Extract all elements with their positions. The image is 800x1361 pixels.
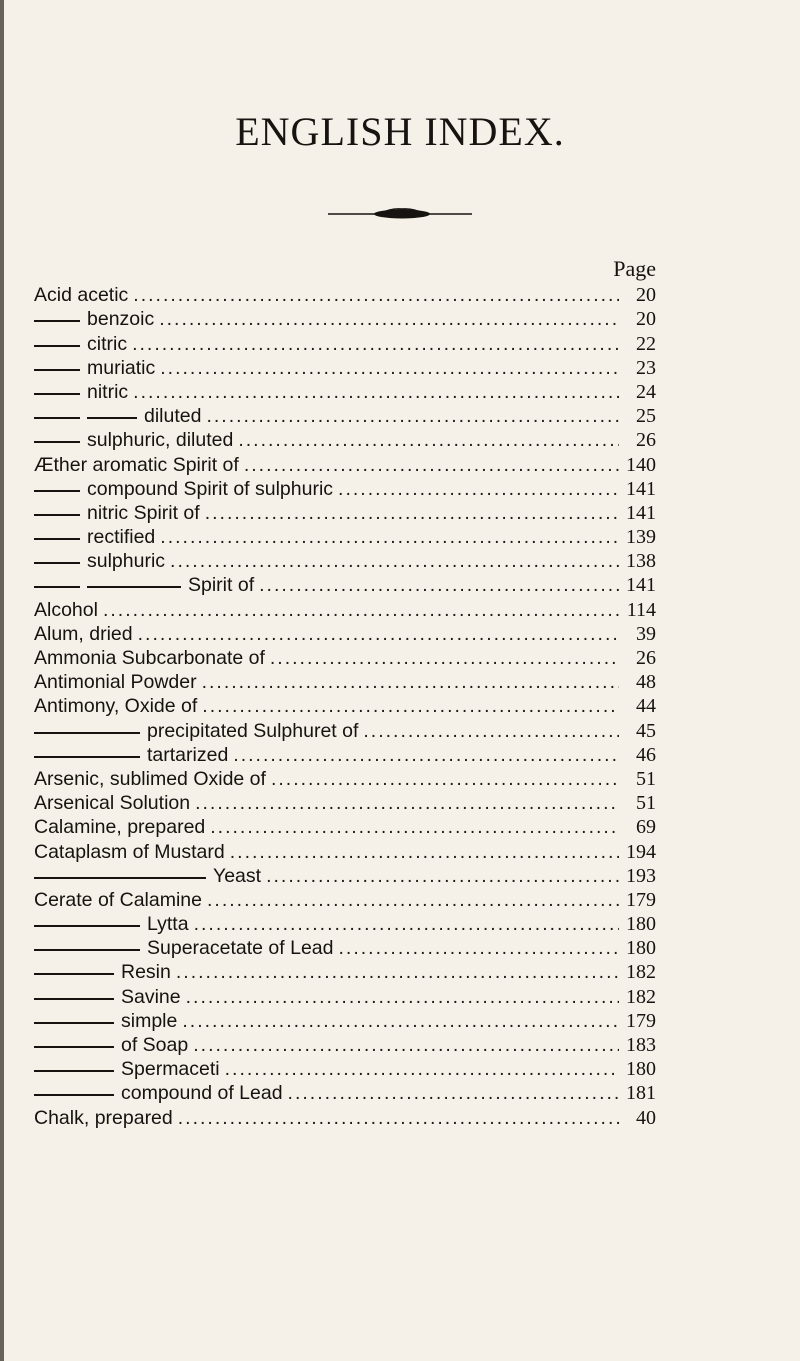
entry-name: Cerate of Calamine — [34, 888, 202, 911]
entry-page-number: 141 — [626, 574, 656, 597]
entry-page-number: 114 — [626, 598, 656, 621]
entry-name: sulphuric — [87, 550, 166, 573]
entry-name: Lytta — [147, 913, 189, 936]
ditto-dash — [34, 441, 80, 443]
index-entry — [34, 1057, 656, 1081]
entry-name: Arsenic, sublimed Oxide of — [34, 767, 266, 790]
page-edge-shadow — [0, 0, 4, 1361]
entry-name: Æther aromatic Spirit of — [34, 453, 239, 476]
entry-name: nitric Spirit of — [87, 501, 200, 524]
entry-page-number: 51 — [636, 792, 656, 815]
index-entry — [34, 428, 656, 452]
dot-leader — [238, 428, 619, 452]
entry-name: Calamine, prepared — [34, 816, 206, 839]
dot-leader — [202, 670, 619, 694]
dot-leader — [193, 1033, 619, 1057]
index-entry — [34, 331, 656, 355]
dot-leader — [225, 1057, 619, 1081]
dot-leader — [338, 936, 619, 960]
dot-leader — [230, 840, 619, 864]
entry-page-number: 26 — [636, 429, 656, 452]
entry-page-number: 24 — [636, 380, 656, 403]
entry-page-number: 40 — [636, 1106, 656, 1129]
index-entry — [34, 525, 656, 549]
dot-leader — [194, 912, 619, 936]
column-header-page: Page — [613, 256, 656, 281]
entry-page-number: 141 — [626, 501, 656, 524]
dot-leader — [288, 1081, 619, 1105]
entry-name: Acid acetic — [34, 284, 129, 307]
entry-page-number: 194 — [626, 840, 656, 863]
dot-leader — [133, 283, 619, 307]
ditto-dash — [34, 973, 114, 975]
dot-leader — [159, 307, 619, 331]
ditto-dash — [34, 417, 80, 419]
entry-page-number: 179 — [626, 888, 656, 911]
dot-leader — [266, 864, 619, 888]
entry-name: Resin — [121, 961, 171, 984]
index-entry — [34, 743, 656, 767]
entry-page-number: 23 — [636, 356, 656, 379]
dot-leader — [207, 888, 619, 912]
index-entry — [34, 573, 656, 597]
entry-name: precipitated Sulphuret of — [147, 719, 359, 742]
index-entry — [34, 718, 656, 742]
entry-name: compound Spirit of sulphuric — [87, 477, 334, 500]
index-entry — [34, 864, 656, 888]
index-entry — [34, 501, 656, 525]
entry-page-number: 48 — [636, 671, 656, 694]
entry-name: tartarized — [147, 743, 229, 766]
entry-name: Chalk, prepared — [34, 1106, 173, 1129]
entry-name: Ammonia Subcarbonate of — [34, 647, 265, 669]
entry-name: rectified — [87, 526, 156, 549]
index-entry — [34, 597, 656, 621]
ditto-dash — [34, 998, 114, 1000]
entry-page-number: 180 — [626, 937, 656, 960]
ornament-rule-icon — [320, 205, 480, 223]
dot-leader — [202, 694, 619, 718]
index-entry — [34, 912, 656, 936]
index-entry — [34, 791, 656, 815]
index-entries — [34, 283, 656, 1130]
entry-name: Spirit of — [188, 574, 255, 597]
entry-page-number: 25 — [636, 405, 656, 428]
index-entry — [34, 380, 656, 404]
index-entry — [34, 646, 656, 670]
dot-leader — [186, 985, 619, 1009]
index-entry — [34, 477, 656, 501]
index-entry — [34, 888, 656, 912]
index-entry — [34, 283, 656, 307]
dot-leader — [138, 622, 619, 646]
index-entry — [34, 960, 656, 984]
entry-name: Yeast — [213, 864, 262, 887]
entry-page-number: 51 — [636, 767, 656, 790]
ditto-dash — [34, 877, 206, 879]
index-entry — [34, 1009, 656, 1033]
entry-page-number: 45 — [636, 719, 656, 742]
dot-leader — [133, 380, 619, 404]
index-entry — [34, 404, 656, 428]
entry-name: compound of Lead — [121, 1082, 283, 1105]
entry-page-number: 69 — [636, 816, 656, 839]
index-entry — [34, 694, 656, 718]
ditto-dash — [34, 756, 140, 758]
index-entry — [34, 1105, 656, 1129]
entry-name: Alcohol — [34, 598, 98, 621]
dot-leader — [271, 767, 619, 791]
entry-name: Arsenical Solution — [34, 792, 191, 815]
entry-page-number: 180 — [626, 1058, 656, 1081]
entry-name: Antimonial Powder — [34, 671, 197, 694]
entry-page-number: 181 — [626, 1082, 656, 1105]
index-entry — [34, 549, 656, 573]
ditto-dash — [34, 345, 80, 347]
entry-page-number: 26 — [636, 647, 656, 669]
entry-page-number: 20 — [636, 308, 656, 331]
index-entry — [34, 670, 656, 694]
ditto-dash — [34, 1070, 114, 1072]
page-title: ENGLISH INDEX. — [235, 109, 565, 154]
entry-name: muriatic — [87, 356, 156, 379]
entry-page-number: 46 — [636, 743, 656, 766]
ditto-dash — [34, 925, 140, 927]
entry-page-number: 39 — [636, 622, 656, 645]
ditto-dash — [34, 490, 80, 492]
entry-page-number: 193 — [626, 864, 656, 887]
ditto-dash — [34, 369, 80, 371]
entry-name: Cataplasm of Mustard — [34, 840, 225, 863]
ditto-dash — [34, 1022, 114, 1024]
index-entry — [34, 622, 656, 646]
ditto-dash — [34, 1046, 114, 1048]
ditto-dash — [34, 514, 80, 516]
ditto-dash — [34, 320, 80, 322]
ditto-dash — [34, 393, 80, 395]
ditto-dash — [34, 1094, 114, 1096]
dot-leader — [338, 477, 619, 501]
dot-leader — [363, 719, 619, 743]
dot-leader — [170, 549, 619, 573]
dot-leader — [103, 598, 619, 622]
dot-leader — [206, 404, 619, 428]
dot-leader — [259, 573, 619, 597]
ditto-dash — [87, 586, 181, 588]
dot-leader — [210, 815, 619, 839]
entry-page-number: 182 — [626, 961, 656, 984]
entry-page-number: 141 — [626, 477, 656, 500]
entry-name: sulphuric, diluted — [87, 429, 234, 452]
entry-page-number: 140 — [626, 453, 656, 476]
dot-leader — [132, 332, 619, 356]
dot-leader — [182, 1009, 619, 1033]
index-entry — [34, 1033, 656, 1057]
index-entry — [34, 452, 656, 476]
dot-leader — [178, 1106, 619, 1130]
entry-page-number: 139 — [626, 526, 656, 549]
entry-name: Superacetate of Lead — [147, 937, 334, 960]
entry-page-number: 182 — [626, 985, 656, 1008]
ditto-dash — [87, 417, 137, 419]
entry-name: Spermaceti — [121, 1058, 220, 1081]
ditto-dash — [34, 538, 80, 540]
entry-name: citric — [87, 332, 128, 355]
index-entry — [34, 1081, 656, 1105]
entry-name: Alum, dried — [34, 622, 133, 645]
ditto-dash — [34, 949, 140, 951]
index-entry — [34, 936, 656, 960]
dot-leader — [205, 501, 619, 525]
entry-name: simple — [121, 1009, 178, 1032]
index-entry — [34, 839, 656, 863]
dot-leader — [176, 960, 619, 984]
ditto-dash — [34, 586, 80, 588]
entry-page-number: 138 — [626, 550, 656, 573]
entry-page-number: 22 — [636, 332, 656, 355]
ditto-dash — [34, 562, 80, 564]
dot-leader — [195, 791, 619, 815]
dot-leader — [160, 356, 619, 380]
dot-leader — [160, 525, 619, 549]
index-entry — [34, 307, 656, 331]
ditto-dash — [34, 732, 140, 734]
index-entry — [34, 984, 656, 1008]
entry-page-number: 180 — [626, 913, 656, 936]
entry-name: nitric — [87, 380, 129, 403]
entry-name: of Soap — [121, 1034, 189, 1056]
entry-page-number: 44 — [636, 695, 656, 718]
index-entry — [34, 356, 656, 380]
entry-name: benzoic — [87, 308, 155, 331]
dot-leader — [233, 743, 619, 767]
entry-name: Savine — [121, 985, 181, 1008]
index-entry — [34, 767, 656, 791]
entry-page-number: 20 — [636, 284, 656, 307]
entry-page-number: 179 — [626, 1009, 656, 1032]
dot-leader — [270, 646, 619, 670]
entry-name: Antimony, Oxide of — [34, 695, 198, 718]
index-entry — [34, 815, 656, 839]
entry-name: diluted — [144, 405, 202, 428]
dot-leader — [244, 453, 619, 477]
entry-page-number: 183 — [626, 1034, 656, 1056]
